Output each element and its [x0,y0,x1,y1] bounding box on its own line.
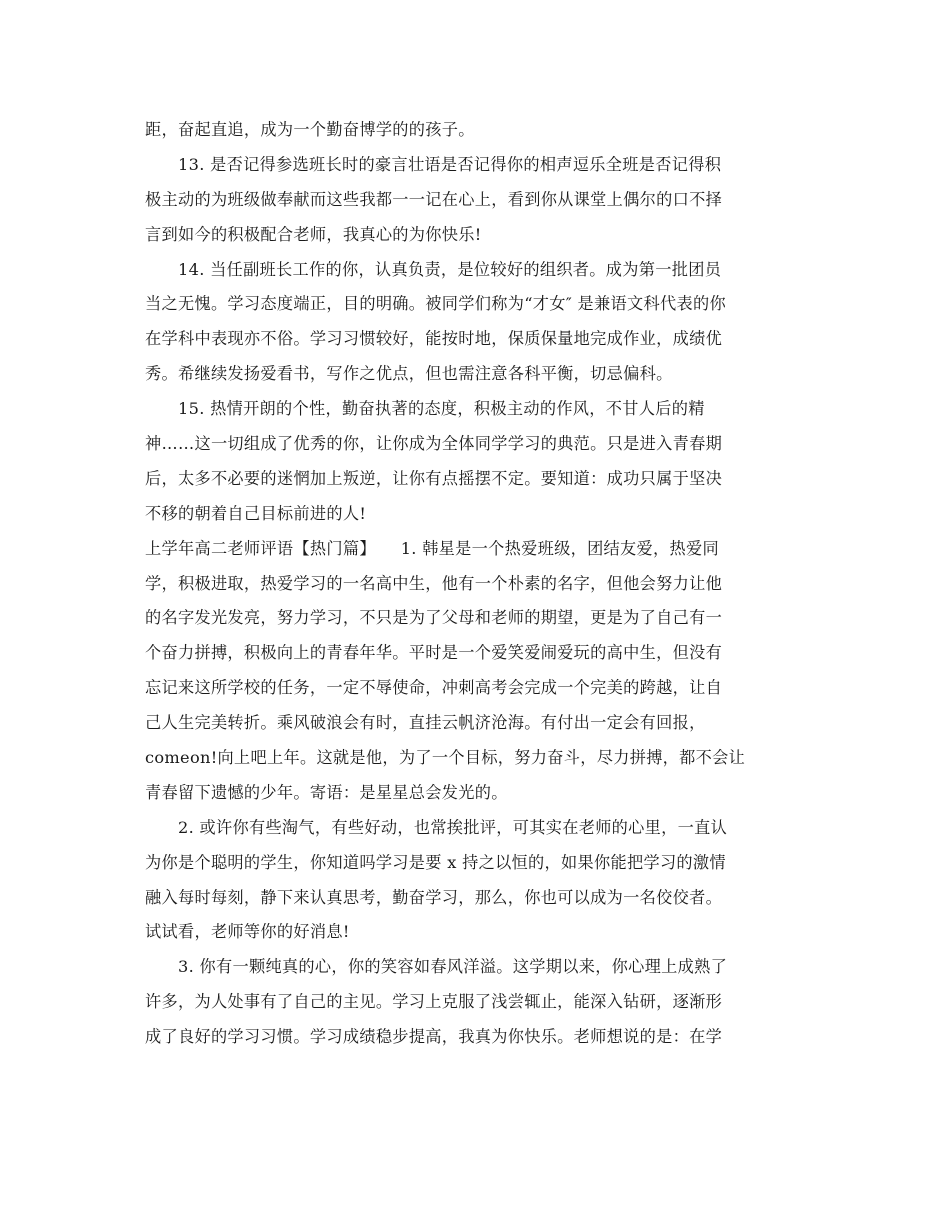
text-line: 秀。希继续发扬爱看书，写作之优点，但也需注意各科平衡，切忌偏科。 [145,364,673,384]
document-body [145,113,810,1055]
text-line: 个奋力拼搏，积极向上的青春年华。平时是一个爱笑爱闹爱玩的高中生，但没有 [145,643,723,663]
text-line: 青春留下遗憾的少年。寄语：是星星总会发光的。 [145,782,508,802]
text-line: 的名字发光发亮，努力学习，不只是为了父母和老师的期望，更是为了自己有一 [145,608,723,628]
text-line: 15. 热情开朗的个性，勤奋执著的态度，积极主动的作风，不甘人后的精 [178,399,705,419]
text-line: 14. 当任副班长工作的你，认真负责，是位较好的组织者。成为第一批团员 [178,259,722,279]
text-line: 距，奋起直追，成为一个勤奋博学的的孩子。 [145,120,475,139]
text-line: 融入每时每刻，静下来认真思考，勤奋学习，那么，你也可以成为一名佼佼者。 [145,887,723,907]
text-line: 神……这一切组成了优秀的你，让你成为全体同学学习的典范。只是进入青春期 [145,434,723,454]
text-line: 极主动的为班级做奉献而这些我都一一记在心上，看到你从课堂上偶尔的口不择 [145,189,723,209]
section-heading-line: 上学年高二老师评语【热门篇】 1. 韩星是一个热爱班级，团结友爱，热爱同 [145,538,719,558]
text-line: 当之无愧。学习态度端正，目的明确。被同学们称为“才女″ 是兼语文科代表的你 [145,294,726,314]
text-line: 后，太多不必要的迷惘加上叛逆，让你有点摇摆不定。要知道：成功只属于坚决 [145,468,723,488]
text-line: comeon!向上吧上年。这就是他，为了一个目标，努力奋斗，尽力拼搏，都不会让 [145,748,746,768]
text-line: 2. 或许你有些淘气，有些好动，也常挨批评，可其实在老师的心里，一直认 [178,817,728,837]
text-line: 己人生完美转折。乘风破浪会有时，直挂云帆济沧海。有付出一定会有回报， [145,713,706,733]
text-line: 13. 是否记得参选班长时的豪言壮语是否记得你的相声逗乐全班是否记得积 [178,154,722,174]
text-line: 成了良好的学习习惯。学习成绩稳步提高，我真为你快乐。老师想说的是：在学 [145,1027,723,1047]
text-line: 为你是个聪明的学生，你知道吗学习是要 x 持之以恒的，如果你能把学习的激情 [145,852,726,872]
text-line: 忘记来这所学校的任务，一定不辱使命，冲刺高考会完成一个完美的跨越，让自 [145,678,723,698]
text-line: 试试看，老师等你的好消息! [145,922,350,942]
text-line: 3. 你有一颗纯真的心，你的笑容如春风洋溢。这学期以来，你心理上成熟了 [178,957,728,977]
text-line: 不移的朝着自己目标前进的人! [145,503,367,523]
text-line: 学，积极进取，热爱学习的一名高中生，他有一个朴素的名字，但他会努力让他 [145,573,723,593]
text-line: 言到如今的积极配合老师，我真心的为你快乐! [145,224,482,244]
text-line: 许多，为人处事有了自己的主见。学习上克服了浅尝辄止，能深入钻研，逐渐形 [145,992,723,1012]
text-line: 在学科中表现亦不俗。学习习惯较好，能按时地，保质保量地完成作业，成绩优 [145,329,723,349]
